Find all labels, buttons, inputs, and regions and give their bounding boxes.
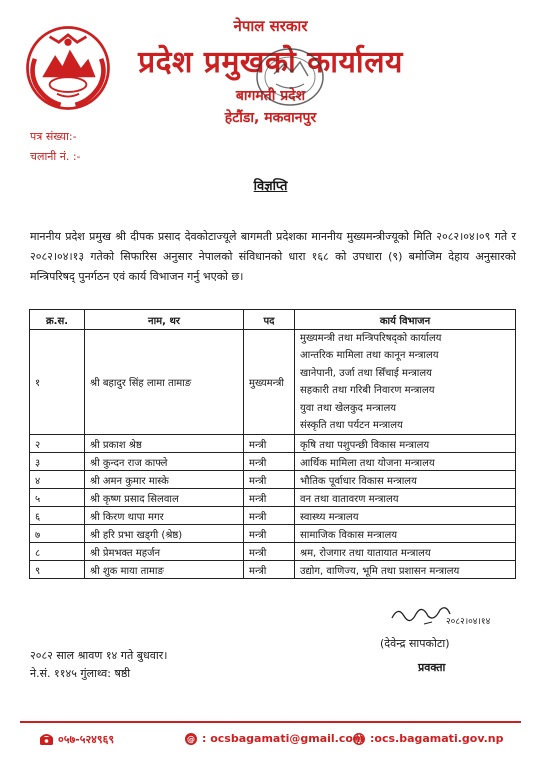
notice-heading: विज्ञप्ति	[253, 179, 288, 194]
row-serial: १	[30, 330, 85, 435]
table-row	[30, 330, 516, 435]
spokesperson-role: प्रवक्ता	[418, 661, 446, 674]
nepal-sambat-date: ने.सं. ११४५ गुंलाथ्व: षष्ठी	[30, 667, 131, 680]
header-portfolio: कार्य विभाजन	[295, 310, 516, 330]
portfolio-line: आन्तरिक मामिला तथा कानून मन्त्रालय	[300, 350, 439, 362]
footer-website[interactable]	[352, 732, 503, 745]
row-post: मन्त्री	[244, 561, 295, 579]
footer-website-text[interactable]: :ocs.bagamati.gov.np	[370, 732, 504, 745]
location-label: हेटौंडा, मकवानपुर	[224, 110, 317, 126]
header-name: नाम, थर	[85, 310, 244, 330]
row-name: श्री शुक माया तामाङ	[85, 561, 244, 579]
row-post: मन्त्री	[244, 471, 295, 489]
footer-email-text[interactable]: : ocsbagamati@gmail.com	[202, 732, 365, 745]
row-portfolio: भौतिक पूर्वाधार विकास मन्त्रालय	[295, 471, 516, 489]
issue-date: २०८२ साल श्रावण १४ गते बुधवार।	[30, 649, 168, 662]
row-serial: ९	[30, 561, 85, 579]
row-serial: ७	[30, 525, 85, 543]
cabinet-table	[29, 309, 516, 579]
table-row	[30, 471, 516, 489]
globe-icon	[352, 732, 365, 745]
footer-divider	[20, 721, 521, 723]
row-portfolio: कृषि तथा पशुपन्छी विकास मन्त्रालय	[295, 435, 516, 453]
letter-number-label: पत्र संख्या:-	[30, 130, 77, 143]
province-label: बागमती प्रदेश	[235, 88, 306, 104]
row-post: मन्त्री	[244, 543, 295, 561]
row-name: श्री प्रेमभक्त महर्जन	[85, 543, 244, 561]
row-name: श्री अमन कुमार मास्के	[85, 471, 244, 489]
svg-text:@: @	[186, 734, 195, 744]
table-row	[30, 507, 516, 525]
row-post: मन्त्री	[244, 453, 295, 471]
row-serial: ३	[30, 453, 85, 471]
row-name: श्री कृष्ण प्रसाद सिलवाल	[85, 489, 244, 507]
row-name: श्री हरि प्रभा खड्गी (श्रेष्ठ)	[85, 525, 244, 543]
row-serial: ८	[30, 543, 85, 561]
footer-phone	[40, 732, 114, 747]
row-serial: ५	[30, 489, 85, 507]
row-portfolio: श्रम, रोजगार तथा यातायात मन्त्रालय	[295, 543, 516, 561]
row-portfolio: उद्योग, वाणिज्य, भूमि तथा प्रशासन मन्त्रालय	[295, 561, 516, 579]
portfolio-line: सहकारी तथा गरिबी निवारण मन्त्रालय	[300, 385, 435, 397]
table-row	[30, 435, 516, 453]
row-portfolio: आर्थिक मामिला तथा योजना मन्त्रालय	[295, 453, 516, 471]
row-portfolio: स्वास्थ्य मन्त्रालय	[295, 507, 516, 525]
row-name: श्री बहादुर सिंह लामा तामाङ	[85, 330, 244, 435]
email-icon	[184, 732, 197, 745]
footer-phone-text: ०५७-५२४९६९	[58, 733, 115, 746]
row-name: श्री प्रकाश श्रेष्ठ	[85, 435, 244, 453]
phone-icon	[40, 733, 53, 746]
row-serial: ४	[30, 471, 85, 489]
svg-text:२०८२।०४।१४: २०८२।०४।१४	[446, 617, 491, 627]
row-post: मुख्यमन्त्री	[244, 330, 295, 435]
table-row	[30, 525, 516, 543]
handwritten-signature	[388, 600, 498, 632]
header-serial: क्र.स.	[30, 310, 85, 330]
table-row	[30, 543, 516, 561]
office-title: प्रदेश प्रमुखको कार्यालय	[138, 45, 403, 80]
table-row	[30, 453, 516, 471]
row-post: मन्त्री	[244, 507, 295, 525]
header-post: पद	[244, 310, 295, 330]
notice-body-text: माननीय प्रदेश प्रमुख श्री दीपक प्रसाद देवकोटाज्यूले बागमती प्रदेशका माननीय मुख्यमन्त्रीज्यूको मिति २०८२।०४।०९ गते र २०८२।०४।१३ गतेको सिफारिस अनुसार नेपालको संविधानको धारा १६८ को उपधारा (९) बमोजिम देहाय अनुसारको मन्त्रिपरिषद् पुनर्गठन एवं कार्य विभाजन गर्नु भएको छ।	[30, 230, 516, 283]
portfolio-line: खानेपानी, उर्जा तथा सिँचाई मन्त्रालय	[300, 367, 432, 379]
row-portfolio	[295, 330, 516, 435]
row-name: श्री किरण थापा मगर	[85, 507, 244, 525]
footer-email[interactable]	[184, 732, 364, 745]
row-portfolio: सामाजिक विकास मन्त्रालय	[295, 525, 516, 543]
table-row	[30, 561, 516, 579]
row-serial: २	[30, 435, 85, 453]
row-post: मन्त्री	[244, 435, 295, 453]
row-post: मन्त्री	[244, 525, 295, 543]
row-serial: ६	[30, 507, 85, 525]
row-portfolio: वन तथा वातावरण मन्त्रालय	[295, 489, 516, 507]
row-name: श्री कुन्दन राज काफ्ले	[85, 453, 244, 471]
portfolio-line: संस्कृति तथा पर्यटन मन्त्रालय	[300, 420, 403, 432]
row-post: मन्त्री	[244, 489, 295, 507]
table-header-row	[30, 310, 516, 330]
dispatch-number-label: चलानी नं. :-	[30, 150, 81, 163]
government-label: नेपाल सरकार	[233, 17, 308, 35]
spokesperson-name: (देवेन्द्र सापकोटा)	[380, 637, 450, 650]
table-row	[30, 489, 516, 507]
portfolio-line: युवा तथा खेलकुद मन्त्रालय	[300, 402, 397, 414]
portfolio-line: मुख्यमन्त्री तथा मन्त्रिपरिषद्को कार्यालय	[300, 333, 442, 344]
office-stamp-icon	[254, 46, 326, 108]
